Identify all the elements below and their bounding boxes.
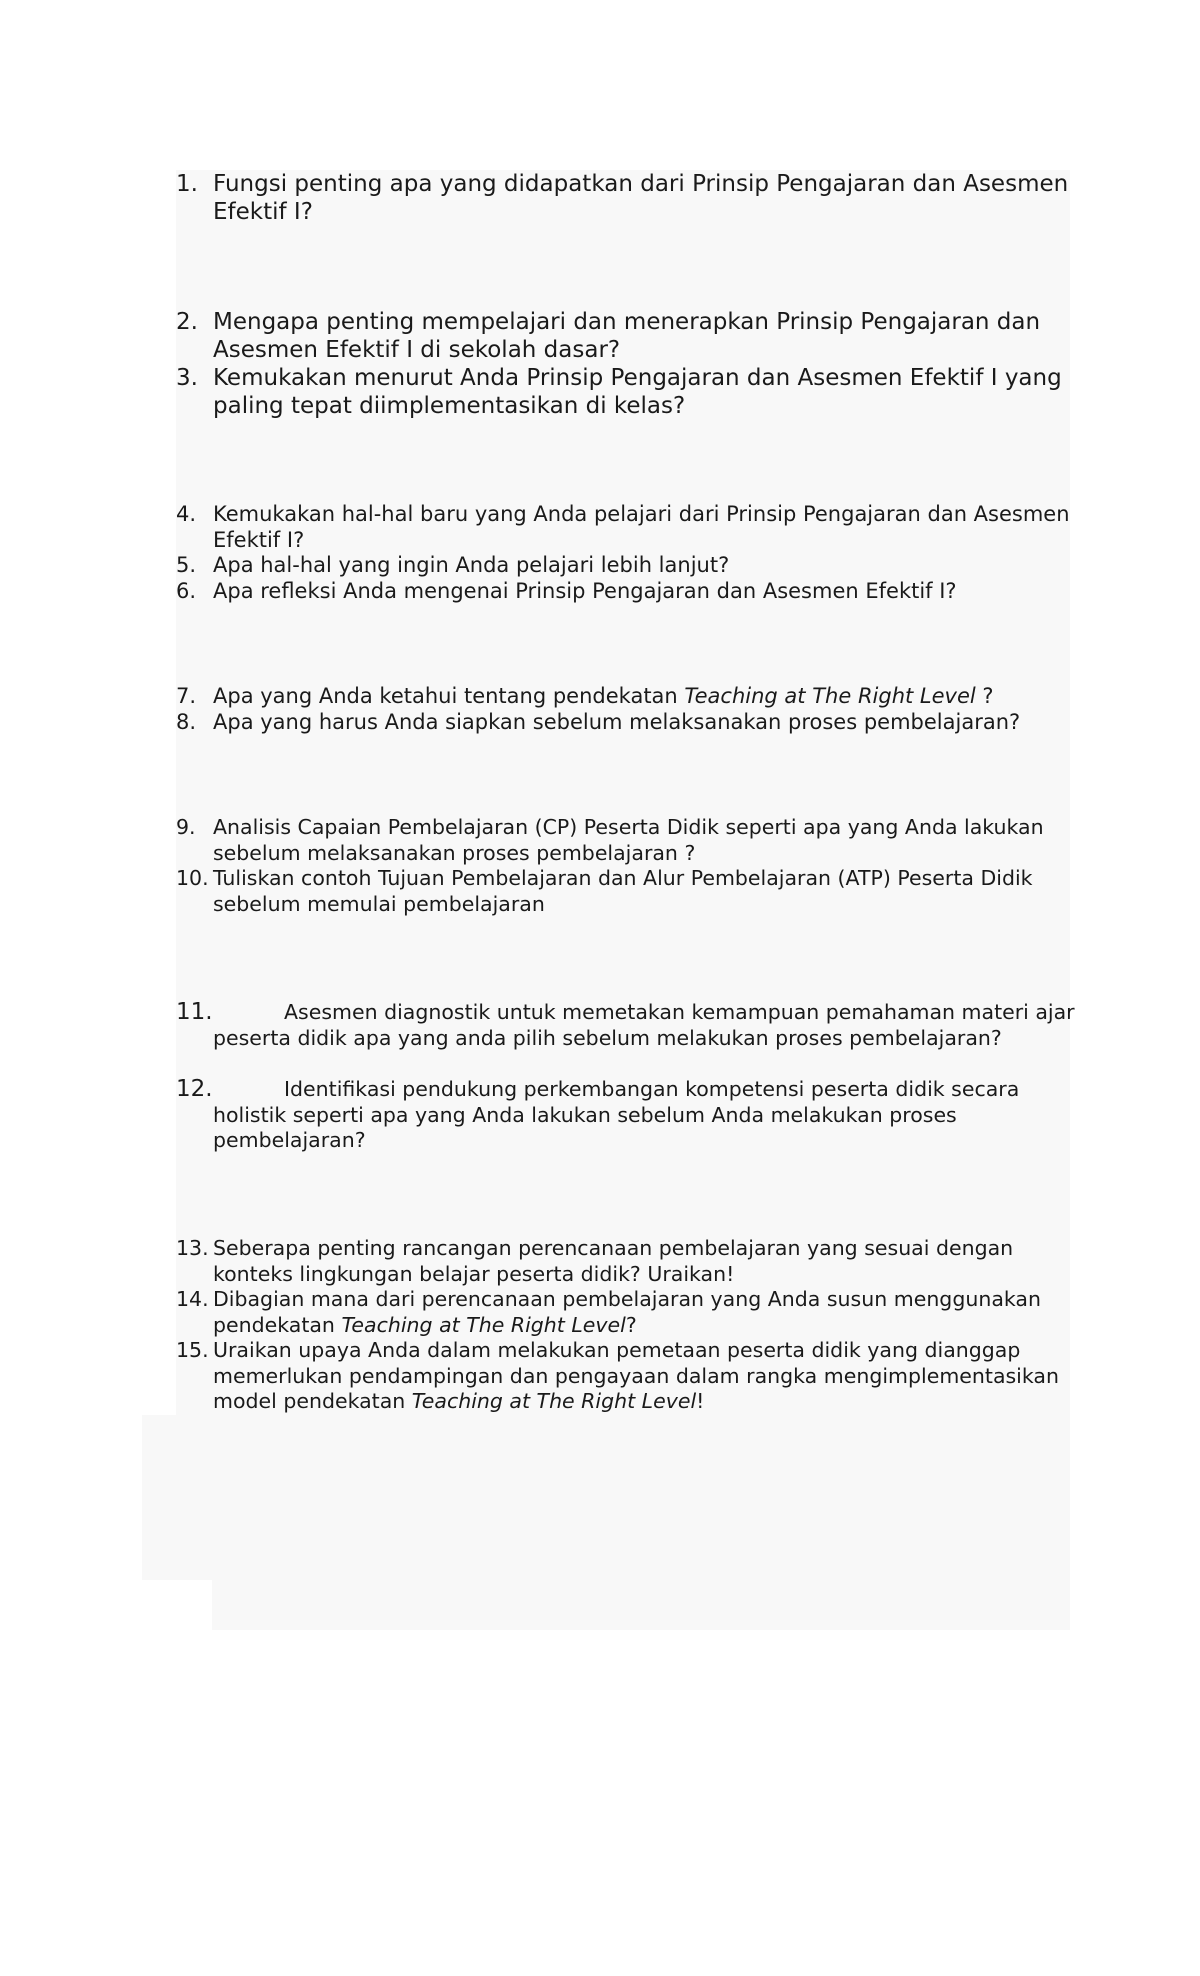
question-text: Apa refleksi Anda mengenai Prinsip Pengajaran dan Asesmen Efektif I? xyxy=(213,579,957,603)
question-text xyxy=(176,1338,1076,1415)
question-number: 15. xyxy=(176,1338,209,1362)
question-text: Analisis Capaian Pembelajaran (CP) Peserta Didik seperti apa yang Anda lakukan sebelum melaksanakan proses pembelajaran ? xyxy=(213,815,1044,865)
question-text: Apa hal-hal yang ingin Anda pelajari lebih lanjut? xyxy=(213,553,730,577)
question-item-4 xyxy=(176,502,1076,553)
question-item-2 xyxy=(176,308,1076,364)
question-number: 14. xyxy=(176,1287,209,1311)
background-panel-lower-left xyxy=(142,1415,212,1580)
question-number: 2. xyxy=(176,309,198,335)
question-item-10 xyxy=(176,866,1076,917)
question-item-3 xyxy=(176,364,1076,420)
question-item-6 xyxy=(176,579,1076,605)
question-number: 3. xyxy=(176,365,198,391)
question-item-9 xyxy=(176,815,1076,866)
question-item-12 xyxy=(176,1077,1076,1154)
question-item-8 xyxy=(176,710,1076,736)
question-item-15 xyxy=(176,1338,1076,1415)
question-number: 10. xyxy=(176,866,209,890)
question-number: 5. xyxy=(176,553,197,577)
question-text: Kemukakan menurut Anda Prinsip Pengajaran dan Asesmen Efektif I yang paling tepat diimplementasikan di kelas? xyxy=(213,365,1062,419)
question-text: Seberapa penting rancangan perencanaan pembelajaran yang sesuai dengan konteks lingkungan belajar peserta didik? Uraikan! xyxy=(213,1236,1014,1286)
question-number: 6. xyxy=(176,579,197,603)
question-number: 9. xyxy=(176,815,196,839)
question-text: Asesmen diagnostik untuk memetakan kemampuan pemahaman materi ajar peserta didik apa yang anda pilih sebelum melakukan proses pembelajaran? xyxy=(213,1000,1075,1050)
italic-term: Teaching at The Right Level xyxy=(684,684,976,708)
question-text-part: Apa yang Anda ketahui tentang pendekatan xyxy=(213,684,685,708)
question-text: Tuliskan contoh Tujuan Pembelajaran dan Alur Pembelajaran (ATP) Peserta Didik sebelum memulai pembelajaran xyxy=(213,866,1033,916)
question-text xyxy=(176,684,1076,710)
question-item-7 xyxy=(176,684,1076,710)
question-number: 7. xyxy=(176,684,197,708)
question-text-part: ? xyxy=(975,684,994,708)
question-item-1 xyxy=(176,170,1076,226)
question-number: 4. xyxy=(176,502,197,526)
question-text-part: ? xyxy=(625,1312,637,1337)
question-item-5 xyxy=(176,553,1076,579)
question-text: Fungsi penting apa yang didapatkan dari Prinsip Pengajaran dan Asesmen Efektif I? xyxy=(213,171,1069,225)
question-number: 12. xyxy=(176,1076,213,1102)
question-item-14 xyxy=(176,1287,1076,1338)
question-text: Kemukakan hal-hal baru yang Anda pelajari dari Prinsip Pengajaran dan Asesmen Efektif I? xyxy=(213,502,1070,552)
question-number: 11. xyxy=(176,999,213,1025)
italic-term: Teaching at The Right Level xyxy=(341,1312,626,1337)
question-text-part: Uraikan upaya Anda dalam melakukan pemetaan peserta didik yang dianggap memerlukan pendampingan dan pengayaan dalam rangka mengimplementasikan model pendekatan xyxy=(213,1338,1059,1413)
question-item-13 xyxy=(176,1236,1076,1287)
question-number: 1. xyxy=(176,171,198,197)
question-text: Apa yang harus Anda siapkan sebelum melaksanakan proses pembelajaran? xyxy=(213,710,1021,734)
question-text: Identifikasi pendukung perkembangan kompetensi peserta didik secara holistik seperti apa yang Anda lakukan sebelum Anda melakukan proses pembelajaran? xyxy=(213,1077,1020,1152)
question-number: 8. xyxy=(176,710,197,734)
question-text xyxy=(176,1287,1076,1338)
question-text: Mengapa penting mempelajari dan menerapkan Prinsip Pengajaran dan Asesmen Efektif I di sekolah dasar? xyxy=(213,309,1041,363)
question-text-part: ! xyxy=(696,1389,705,1413)
question-item-11 xyxy=(176,1000,1076,1051)
question-number: 13. xyxy=(176,1236,209,1260)
question-text-part: Dibagian mana dari perencanaan pembelajaran yang Anda susun menggunakan pendekatan xyxy=(213,1287,1041,1337)
italic-term: Teaching at The Right Level xyxy=(411,1389,697,1413)
